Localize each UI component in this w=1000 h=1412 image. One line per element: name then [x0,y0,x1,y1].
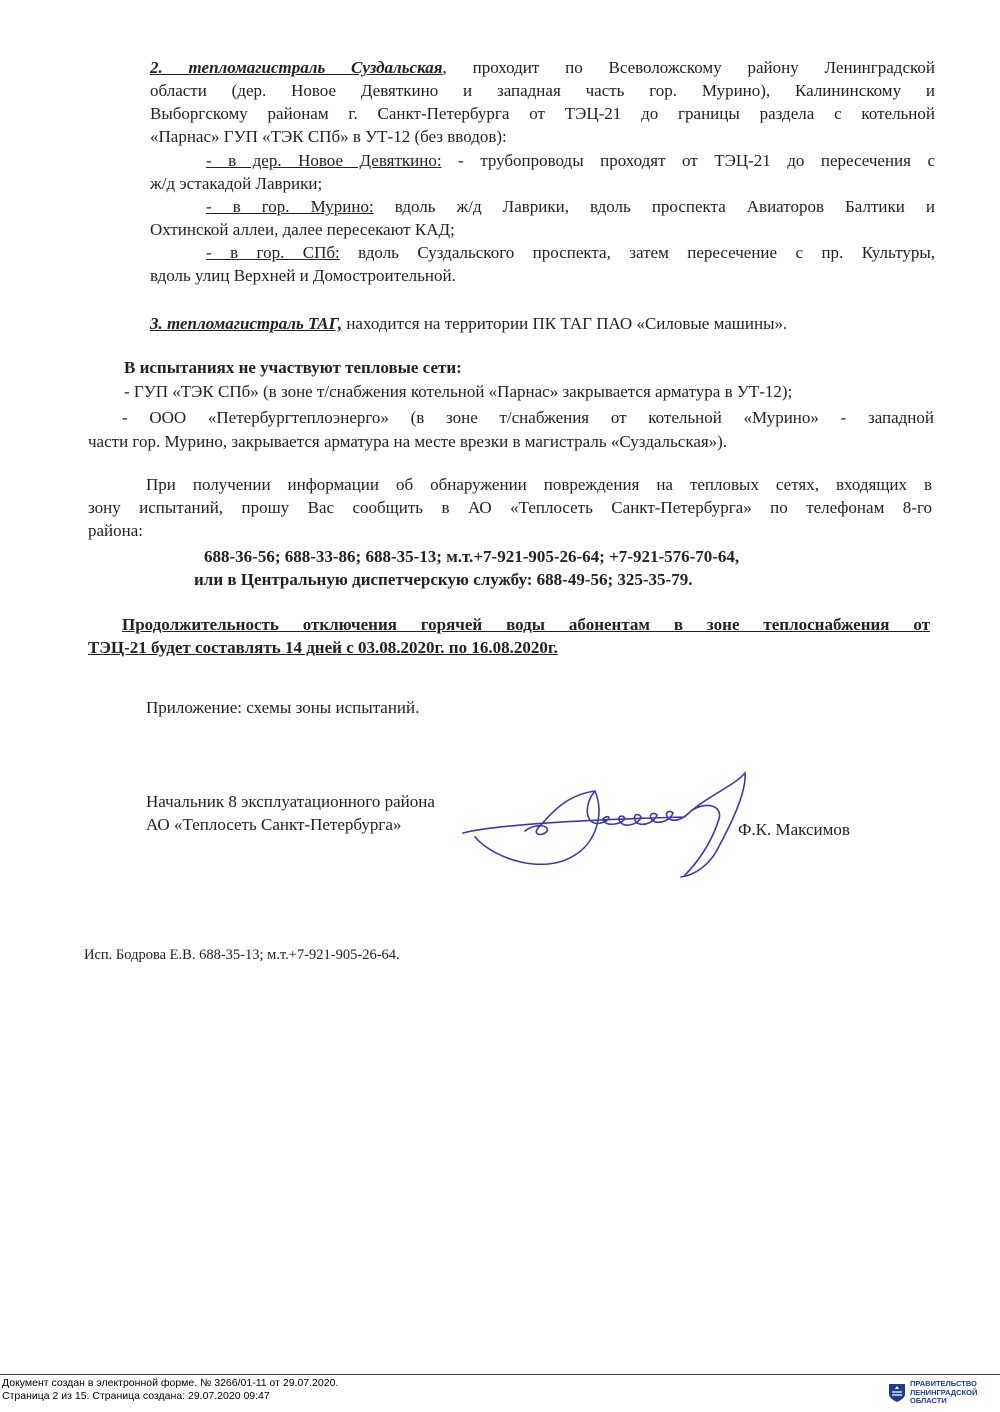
footer-text [2,1377,338,1403]
phones-line-2: или в Центральную диспетчерскую службу: 688-49-56; 325-35-79. [194,570,693,589]
section-3: 3. тепломагистраль ТАГ, находится на территории ПК ТАГ ПАО «Силовые машины». [150,314,788,333]
section-2-line-4: «Парнас» ГУП «ТЭК СПб» в УТ-12 (без вводов): [150,127,507,146]
section-2-item-3-cont: вдоль улиц Верхней и Домостроительной. [150,266,456,285]
section-2-item-3: - в гор. СПб: вдоль Суздальского проспекта, затем пересечение с пр. Культуры, [206,243,935,262]
section-2-line-2: области (дер. Новое Девяткино и западная часть гор. Мурино), Калининскому и [150,81,935,100]
section-3-heading: 3. тепломагистраль ТАГ, [150,314,343,333]
executor-note: Исп. Бодрова Е.В. 688-35-13; м.т.+7-921-905-26-64. [84,947,400,963]
signatory-name: Ф.К. Максимов [738,820,850,839]
footer-line-1: Документ создан в электронной форме. № 3266/01-11 от 29.07.2020. [2,1377,339,1389]
section-2-heading: 2. тепломагистраль Суздальская [150,58,443,77]
phones-line-1: 688-36-56; 688-33-86; 688-35-13; м.т.+7-921-905-26-64; +7-921-576-70-64, [204,547,740,566]
section-2-line-3: Выборгскому районам г. Санкт-Петербурга от ТЭЦ-21 до границы раздела с котельной [150,104,935,123]
contacts-line-1: При получении информации об обнаружении повреждения на тепловых сетях, входящих в [146,475,932,494]
footer-line-2: Страница 2 из 15. Страница создана: 29.07.2020 09:47 [2,1390,270,1402]
coat-of-arms-icon [888,1383,906,1403]
contacts-line-3: района: [88,521,144,540]
logo-text: ПРАВИТЕЛЬСТВО ЛЕНИНГРАДСКОЙ ОБЛАСТИ [910,1379,978,1405]
excluded-line-2: - ООО «Петербургтеплоэнерго» (в зоне т/снабжения от котельной «Мурино» - западной [122,408,934,427]
section-2-line-1: 2. тепломагистраль Суздальская, проходит по Всеволожскому району Ленинградской [150,58,935,77]
appendix-note: Приложение: схемы зоны испытаний. [146,698,420,717]
handwritten-signature [455,765,775,885]
excluded-line-3: части гор. Мурино, закрывается арматура на месте врезки в магистраль «Суздальская»). [88,432,728,451]
government-logo [888,1380,977,1406]
section-2-item-2: - в гор. Мурино: вдоль ж/д Лаврики, вдоль проспекта Авиаторов Балтики и [206,197,935,216]
excluded-heading: В испытаниях не участвуют тепловые сети: [124,358,462,377]
signatory-title-2: АО «Теплосеть Санкт-Петербурга» [146,815,402,834]
signatory-title-1: Начальник 8 эксплуатационного района [146,792,435,811]
section-2-item-1-cont: ж/д эстакадой Лаврики; [150,174,323,193]
duration-line-2: ТЭЦ-21 будет составлять 14 дней с 03.08.2020г. по 16.08.2020г. [88,638,558,657]
contacts-line-2: зону испытаний, прошу Вас сообщить в АО «Теплосеть Санкт-Петербурга» по телефонам 8-го [88,498,932,517]
section-2-item-1: - в дер. Новое Девяткино: - трубопроводы проходят от ТЭЦ-21 до пересечения с [206,151,935,170]
excluded-line-1: - ГУП «ТЭК СПб» (в зоне т/снабжения котельной «Парнас» закрывается арматура в УТ-12); [124,382,793,401]
duration-line-1: Продолжительность отключения горячей воды абонентам в зоне теплоснабжения от [122,615,930,634]
section-2-item-2-cont: Охтинской аллеи, далее пересекают КАД; [150,220,455,239]
document-footer [0,1374,1000,1412]
